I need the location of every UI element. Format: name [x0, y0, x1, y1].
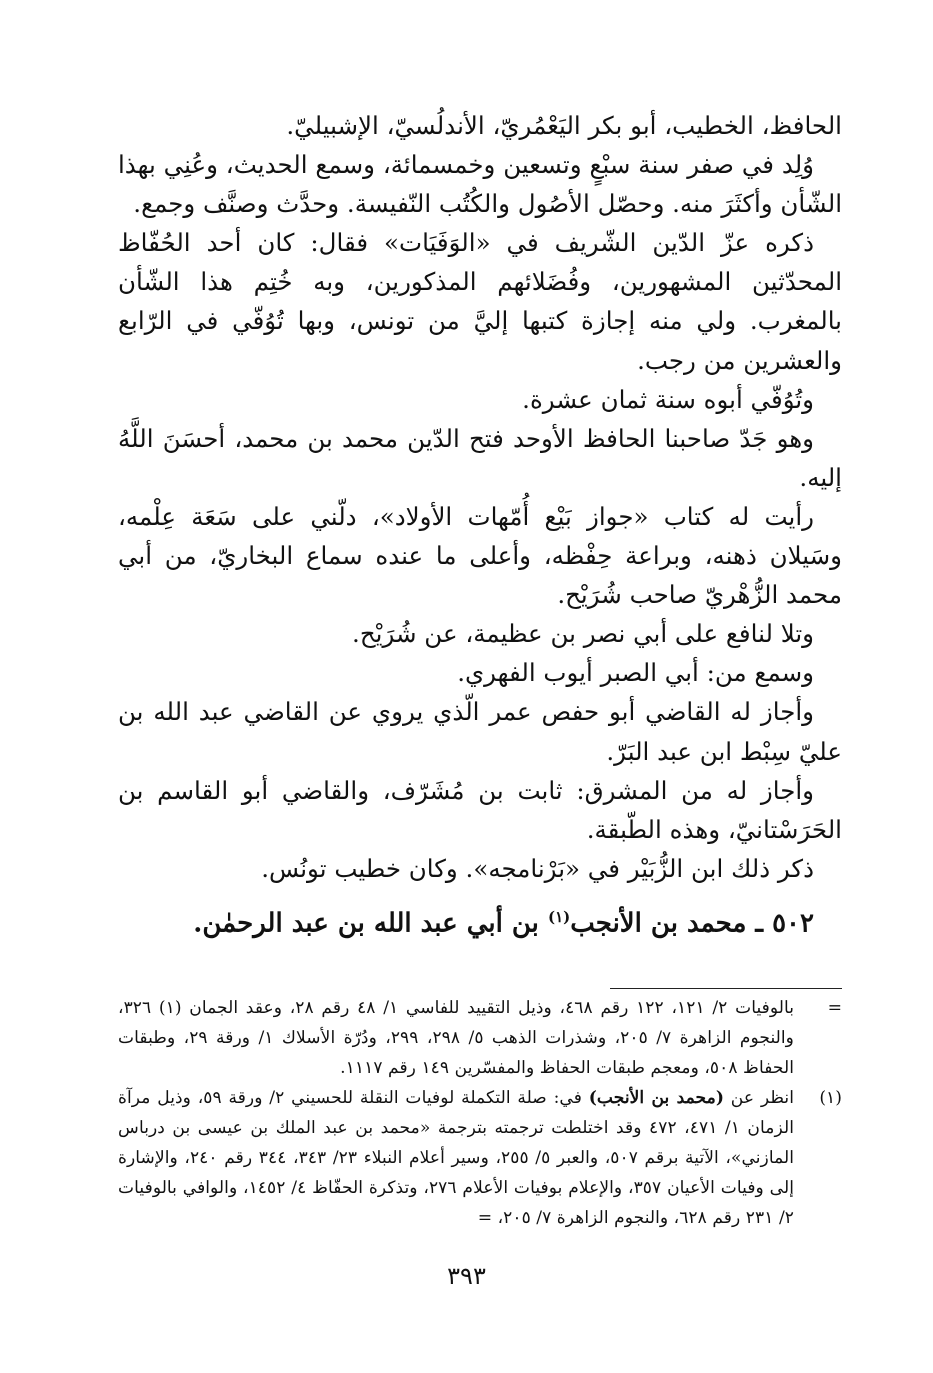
paragraph: رأيت له كتاب «جواز بَيْع أُمّهات الأولاد»، دلّني على سَعَة عِلْمه، وسَيلان ذهنه، وبراعة حِفْظه، وأعلى ما عنده سماع البخاريّ، من أبي محمد الزُّهْريّ صاحب شُرَيْح.	[118, 501, 842, 610]
paragraph: وهو جَدّ صاحبنا الحافظ الأوحد فتح الدّين محمد بن محمد، أحسَنَ اللَّهُ إليه.	[118, 423, 842, 492]
paragraph: وتُوُفّي أبوه سنة ثمان عشرة.	[522, 384, 814, 414]
footnote-prefix: انظر عن	[724, 1088, 794, 1108]
footnote-marker: (١)	[819, 1088, 842, 1108]
footnote-sources: في: صلة التكملة لوفيات النقلة للحسيني ٢/ ورقة ٥٩، وذيل مرآة الزمان ١/ ٤٧١، ٤٧٢ وقد اختلطت ترجمته بترجمة «محمد بن عبد الملك بن عيسى بن درباس المازني»، الآتية برقم ٥٠٧، والعبر ٥/ ٢٥٥، وسير أعلام النبلاء ٢٣/ ٣٤٣، ٣٤٤ رقم ٢٤٠، والإشارة إلى وفيات الأعيان ٣٥٧، والإعلام بوفيات الأعلام ٢٧٦، وتذكرة الحفّاظ ٤/ ١٤٥٢، والوافي بالوفيات ٢/ ٢٣١ رقم ٦٢٨، والنجوم الزاهرة ٧/ ٢٠٥، =	[118, 1088, 795, 1228]
footnote-separator	[610, 988, 842, 989]
paragraph: الحافظ، الخطيب، أبو بكر اليَعْمُريّ، الأندلُسيّ، الإشبيليّ.	[286, 111, 842, 140]
paragraph: وأجاز له من المشرق: ثابت بن مُشَرّف، والقاضي أبو القاسم بن الحَرَسْتانيّ، وهذه الطّبقة.	[118, 775, 842, 844]
main-text	[118, 106, 842, 944]
paragraph: وأجاز له القاضي أبو حفص عمر الّذي يروي عن القاضي عبد الله بن عليّ سِبْط ابن عبد البَرّ.	[118, 697, 842, 766]
footnote-continuation	[118, 993, 842, 1083]
entry-heading-rest: بن أبي عبد الله بن عبد الرحمٰن.	[193, 908, 548, 939]
paragraph: وسمع من: أبي الصبر أيوب الفهري.	[457, 658, 814, 688]
paragraph: ذكر ذلك ابن الزُّبَيْر في «بَرْنامجه». وكان خطيب تونُس.	[261, 853, 814, 883]
footnote-subject: (محمد بن الأنجب)	[588, 1088, 724, 1108]
page-number: ٣٩٣	[447, 1262, 486, 1290]
entry-heading-name: ٥٠٢ ـ محمد بن الأنجب	[570, 908, 814, 939]
footnote-reference[interactable]: (١)	[547, 907, 571, 926]
paragraph: وُلِد في صفر سنة سبْعٍ وتسعين وخمسمائة، وسمع الحديث، وعُنِي بهذا الشّأن وأكثَرَ منه. وحصّل الأصُول والكُتُب النّفيسة. وحدَّث وصنَّف وجمع.	[118, 150, 842, 219]
footnote-text: بالوفيات ٢/ ١٢١، ١٢٢ رقم ٤٦٨، وذيل التقييد للفاسي ١/ ٤٨ رقم ٢٨، وعقد الجمان (١) ٣٢٦، والنجوم الزاهرة ٧/ ٢٠٥، وشذرات الذهب ٥/ ٢٩٨، ٢٩٩، ودُرّة الأسلاك ١/ ورقة ٢٩، وطبقات الحفاظ ٥٠٨، ومعجم طبقات الحفاظ والمفسّرين ١٤٩ رقم ١١١٧.	[118, 998, 795, 1078]
paragraph: ذكره عزّ الدّين الشّريف في «الوَفَيَات» فقال: كان أحد الحُفّاظ المحدّثين المشهورين، وفُضَلائهم المذكورين، وبه خُتِم هذا الشّأن بالمغرب. ولي منه إجازة كتبها إليَّ من تونس، وبها تُوُفّي في الرّابع والعشرين من رجب.	[118, 228, 842, 375]
paragraph: وتلا لنافع على أبي نصر بن عظيمة، عن شُرَيْح.	[352, 619, 814, 649]
footnote-1	[118, 1083, 842, 1233]
footnotes	[118, 993, 842, 1233]
entry-heading	[118, 898, 842, 944]
footnote-marker: =	[827, 998, 842, 1018]
footnote-text	[118, 1088, 794, 1228]
